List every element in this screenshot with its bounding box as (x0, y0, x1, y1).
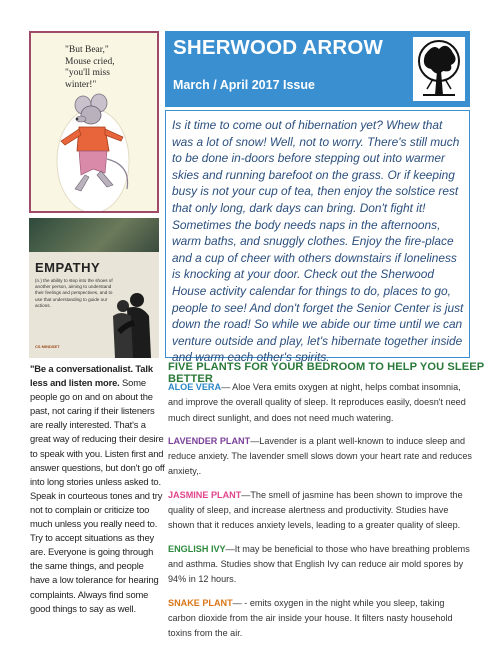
quote-line: Mouse cried, (65, 56, 115, 67)
mouse-drawing (31, 89, 157, 211)
mouse-illustration (29, 31, 159, 213)
plant-description: —The smell of jasmine has been shown to improve the quality of sleep, and increase alertness and productivity. Studies have shown that it reduces anxiety levels, leading to a greater quality of sleep. (168, 489, 463, 531)
empathy-brand: CS MINDSET (35, 344, 60, 349)
issue-date: March / April 2017 Issue (173, 78, 315, 92)
intro-text: Is it time to come out of hibernation yet? Whew that was a lot of snow! Well, not to worry. There's still much to be done in-doors before stepping out into warmer skies and running barefoot on the grass. Or if keeping busy is not your cup of tea, then enjoy the solstice rest that only long, dark days can bring. Don't fight it! Sometimes the body needs naps in the afternoons, warm baths, and snuggly clothes. Enjoy the fire-place and a cup of cheer with others downstairs if loneliness is knocking at your door. Check out the Sherwood House activity calendar for things to do, places to go, people to see! And don't forget the Senior Center is just down the road! So while we abide our time until we can venture outside and play, let's hibernate together inside and warm each other's spirits. (172, 118, 464, 365)
logo (413, 37, 465, 101)
plant-name: JASMINE PLANT (168, 489, 242, 500)
empathy-header-image (29, 218, 159, 252)
plant-name: SNAKE PLANT (168, 597, 233, 608)
plant-name: ALOE VERA (168, 382, 222, 392)
newsletter-header (165, 31, 470, 107)
conversation-tip-body: Some people go on and on about the past, not caring if their listeners are really interested. That's a great way of reducing their desire to speak with you. Listen first and answer questions, but don't go off into long stories unless asked to. Speak in courteous tones and try not to complain or criticize too much unless you really need to. Try to accept situations as they are. Everyone is going through the same things, and people have a low tolerance for hearing complaints. Always find some good things to say as well. (30, 377, 165, 614)
plant-description: —Lavender is a plant well-known to induce sleep and reduce anxiety. The lavender smell slows down your heart rate and reduces anxiety,. (168, 435, 472, 477)
plants-list (168, 380, 473, 647)
empathy-card (29, 218, 159, 358)
plant-item (168, 596, 473, 642)
sherwood-tree-logo-icon (413, 37, 465, 101)
newsletter-title: SHERWOOD ARROW (173, 36, 384, 59)
empathy-title: EMPATHY (35, 260, 101, 275)
plant-name: LAVENDER PLANT (168, 435, 251, 446)
intro-box (165, 110, 470, 365)
quote-line: winter!" (65, 79, 97, 90)
plant-item (168, 434, 473, 480)
conversation-tip (30, 362, 165, 616)
plant-name: ENGLISH IVY (168, 543, 226, 554)
embrace-silhouette-icon (107, 290, 159, 358)
empathy-definition: (n.) the ability to step into the shoes of another person, aiming to understand their feelings and perspectives, and to use that understanding to guide our actions. (35, 278, 113, 308)
plant-item (168, 380, 473, 426)
plant-item (168, 488, 473, 534)
quote-line: "But Bear," (65, 45, 109, 55)
plant-description: —It may be beneficial to those who have breathing problems and asthma. Studies show that English Ivy can reduce air mold spores by 94% in 12 hours. (168, 543, 470, 585)
plants-heading: FIVE PLANTS FOR YOUR BEDROOM TO HELP YOU SLEEP BETTER (168, 361, 485, 385)
plant-item (168, 542, 473, 588)
plant-description: — Aloe Vera emits oxygen at night, helps combat insomnia, and improve the overall quality of sleep. It reproduces easily, doesn't need much direct sunlight, and does not need much watering. (168, 382, 466, 423)
conversation-tip-lead: "Be a conversationalist. Talk less and listen more. (30, 363, 153, 389)
plant-description: — - emits oxygen in the night while you sleep, taking carbon dioxide from the air inside your house. It filters nasty household toxins from the air. (168, 597, 453, 639)
quote-line: "you'll miss (65, 68, 110, 78)
mouse-quote (65, 45, 145, 91)
